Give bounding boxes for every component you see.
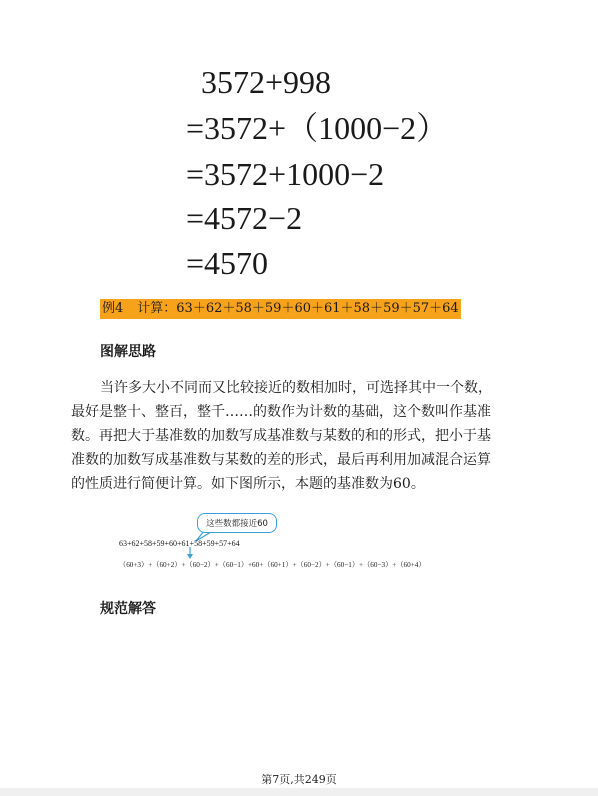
paragraph-line: 当许多大小不同而又比较接近的数相加时，可选择其中一个数， [100,380,492,396]
calc-line-2: =3572+（1000−2） [186,110,449,146]
example-label: 例4 [102,301,124,316]
callout-bubble: 这些数都接近60 [197,513,277,533]
paragraph-line: 数。再把大于基准数的加数写成基准数与某数的和的形式，把小于基 [71,428,491,444]
example-problem-text: 计算：63＋62＋58＋59＋60＋61＋58＋59＋57＋64 [137,301,459,316]
paragraph-line: 最好是整十、整百，整千……的数作为计数的基础，这个数叫作基准 [71,404,491,420]
diagram-expression-top: 63+62+58+59+60+61+58+59+57+64 [119,539,240,548]
calc-line-4: =4572−2 [186,200,303,236]
analysis-heading: 图解思路 [100,344,156,360]
page-bottom-strip [0,788,598,796]
calc-line-5: =4570 [186,245,269,281]
paragraph-line: 准数的加数写成基准数与某数的差的形式，最后再利用加减混合运算 [71,452,491,468]
calc-line-3: =3572+1000−2 [186,156,385,192]
solution-heading: 规范解答 [100,601,156,617]
down-arrow-icon [187,554,193,559]
calc-line-1: 3572+998 [201,64,332,100]
diagram-expression-bottom: （60+3）+（60+2）+（60−2）+（60−1）+60+（60+1）+（60−2）+（60−1）+（60−3）+（60+4） [119,561,426,569]
paragraph-line: 的性质进行简便计算。如下图所示，本题的基准数为60。 [71,476,425,492]
page-footer: 第7页,共249页 [261,773,337,786]
